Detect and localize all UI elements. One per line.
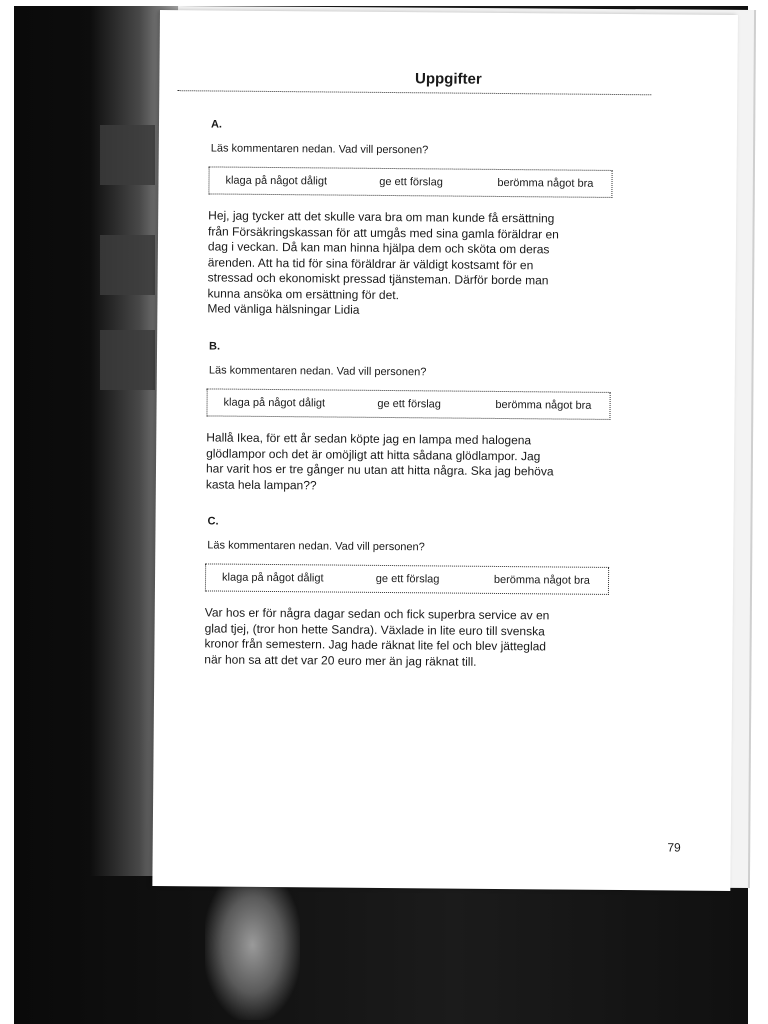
section-instruction: Läs kommentaren nedan. Vad vill personen? xyxy=(208,364,427,379)
exercise-section-a xyxy=(207,118,609,320)
section-letter: C. xyxy=(207,515,219,528)
section-instruction: Läs kommentaren nedan. Vad vill personen? xyxy=(210,142,429,157)
comment-text xyxy=(206,430,607,495)
section-instruction: Läs kommentaren nedan. Vad vill personen? xyxy=(207,539,425,554)
option-praise[interactable]: berömma något bra xyxy=(493,573,590,587)
workbook-page xyxy=(152,10,738,891)
option-suggest[interactable]: ge ett förslag xyxy=(375,572,440,586)
answer-options-box xyxy=(206,388,610,420)
exercise-section-b xyxy=(206,340,607,495)
page-tab-mark xyxy=(100,235,155,295)
comment-line: kronor från semestern. Jag hade räknat lite fel och blev jätteglad xyxy=(204,636,547,654)
comment-line: från Försäkringskassan för att umgås med sina gamla föräldrar en xyxy=(208,223,559,241)
comment-line: Var hos er för några dagar sedan och fick superbra service av en xyxy=(204,605,550,623)
comment-line: kasta hela lampan?? xyxy=(205,476,317,492)
option-praise[interactable]: berömma något bra xyxy=(495,398,592,412)
page-tab-mark xyxy=(100,125,155,185)
comment-line: dag i veckan. Då kan man hinna hjälpa dem och sköta om deras xyxy=(207,239,550,257)
answer-options-box xyxy=(205,563,609,595)
title-divider xyxy=(177,90,651,95)
option-complain[interactable]: klaga på något dåligt xyxy=(223,396,326,410)
section-letter: B. xyxy=(209,340,221,353)
comment-line: har varit hos er tre gånger nu utan att hitta några. Ska jag behöva xyxy=(205,461,554,479)
comment-line: Hallå Ikea, för ett år sedan köpte jag en lampa med halogena xyxy=(206,430,532,448)
comment-text xyxy=(204,605,605,670)
comment-line: Hej, jag tycker att det skulle vara bra om man kunde få ersättning xyxy=(208,208,555,226)
option-complain[interactable]: klaga på något dåligt xyxy=(225,174,328,188)
option-suggest[interactable]: ge ett förslag xyxy=(379,175,443,189)
comment-line: glad tjej, (tror hon hette Sandra). Växlade in lite euro till svenska xyxy=(204,620,545,638)
scanner-reflection xyxy=(205,870,300,1020)
comment-signature: Med vänliga hälsningar Lidia xyxy=(207,301,360,317)
option-praise[interactable]: berömma något bra xyxy=(497,176,594,190)
option-complain[interactable]: klaga på något dåligt xyxy=(221,571,324,585)
answer-options-box xyxy=(208,166,612,198)
page-number: 79 xyxy=(667,840,681,855)
comment-text xyxy=(207,208,608,320)
page-title: Uppgifter xyxy=(414,70,482,88)
exercise-section-c xyxy=(204,515,605,670)
page-tab-mark xyxy=(100,330,155,390)
comment-line: stressad och ekonomiskt pressad tjänsteman. Därför borde man xyxy=(207,270,549,288)
comment-line: glödlampor och det är omöjligt att hitta sådana glödlampor. Jag xyxy=(206,445,541,463)
option-suggest[interactable]: ge ett förslag xyxy=(377,397,441,411)
comment-line: ärenden. Att ha tid för sina föräldrar är väldigt kostsamt för en xyxy=(207,254,534,272)
section-letter: A. xyxy=(210,118,223,131)
comment-line: kunna ansöka om ersättning för det. xyxy=(207,285,400,302)
comment-line: när hon sa att det var 20 euro mer än jag räknat till. xyxy=(204,651,477,669)
